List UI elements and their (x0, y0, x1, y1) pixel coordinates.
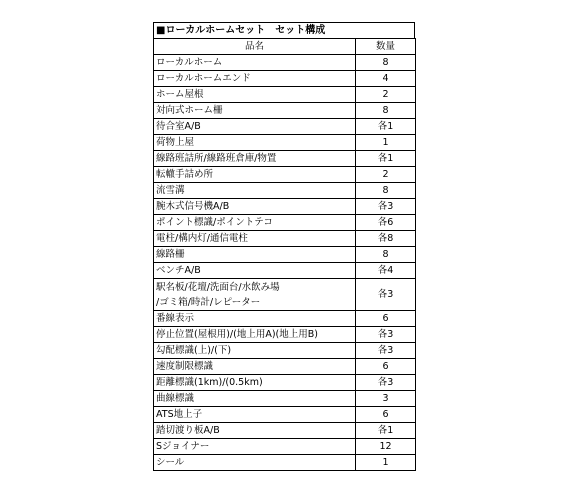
item-name: Sジョイナー (154, 439, 356, 455)
item-quantity: 6 (356, 407, 416, 423)
table-row (154, 407, 416, 423)
table-row (154, 423, 416, 439)
table-row (154, 119, 416, 135)
item-name-line: /ゴミ箱/時計/レピーター (156, 296, 261, 308)
header-name: 品名 (154, 39, 356, 55)
item-quantity: 各1 (356, 119, 416, 135)
table-row (154, 391, 416, 407)
item-quantity: 2 (356, 167, 416, 183)
header-row (154, 39, 416, 55)
item-name: ベンチA/B (154, 263, 356, 279)
item-name: 線路柵 (154, 247, 356, 263)
item-quantity: 各3 (356, 199, 416, 215)
item-name-line: 駅名板/花壇/洗面台/水飲み場 (156, 281, 280, 293)
item-name: ローカルホームエンド (154, 71, 356, 87)
table-row (154, 455, 416, 471)
item-quantity: 各1 (356, 151, 416, 167)
table-row (154, 183, 416, 199)
item-quantity: 各8 (356, 231, 416, 247)
item-name: シール (154, 455, 356, 471)
item-name: 番線表示 (154, 311, 356, 327)
item-quantity: 2 (356, 87, 416, 103)
table-row (154, 55, 416, 71)
item-name: 対向式ホーム柵 (154, 103, 356, 119)
table-row (154, 87, 416, 103)
item-quantity: 各4 (356, 263, 416, 279)
item-name: 勾配標識(上)/(下) (154, 343, 356, 359)
item-name: ローカルホーム (154, 55, 356, 71)
item-quantity: 8 (356, 103, 416, 119)
item-quantity: 1 (356, 135, 416, 151)
table-row (154, 167, 416, 183)
item-name: 線路班詰所/線路班倉庫/物置 (154, 151, 356, 167)
item-name: 速度制限標識 (154, 359, 356, 375)
table-row (154, 279, 416, 311)
table-row (154, 343, 416, 359)
table-row (154, 231, 416, 247)
item-quantity: 6 (356, 359, 416, 375)
header-qty: 数量 (356, 39, 416, 55)
item-quantity: 8 (356, 183, 416, 199)
item-name: 踏切渡り板A/B (154, 423, 356, 439)
item-quantity: 12 (356, 439, 416, 455)
item-quantity: 各1 (356, 423, 416, 439)
item-quantity: 8 (356, 55, 416, 71)
item-name: ポイント標識/ポイントテコ (154, 215, 356, 231)
table-row (154, 327, 416, 343)
item-quantity: 各3 (356, 279, 416, 311)
sheet-title: ■ローカルホームセット セット構成 (153, 22, 415, 38)
item-quantity: 各3 (356, 375, 416, 391)
item-name: 荷物上屋 (154, 135, 356, 151)
item-name: 待合室A/B (154, 119, 356, 135)
item-name: 腕木式信号機A/B (154, 199, 356, 215)
table-row (154, 375, 416, 391)
item-name: 停止位置(屋根用)/(地上用A)(地上用B) (154, 327, 356, 343)
table-row (154, 359, 416, 375)
composition-table (153, 38, 416, 471)
item-name: 流雪溝 (154, 183, 356, 199)
item-quantity: 4 (356, 71, 416, 87)
table-row (154, 151, 416, 167)
item-name: 距離標識(1km)/(0.5km) (154, 375, 356, 391)
table-row (154, 439, 416, 455)
composition-sheet (153, 22, 415, 471)
table-row (154, 103, 416, 119)
item-name (154, 279, 356, 311)
item-quantity: 各6 (356, 215, 416, 231)
item-name: 曲線標識 (154, 391, 356, 407)
item-quantity: 1 (356, 455, 416, 471)
item-name: ホーム屋根 (154, 87, 356, 103)
item-quantity: 6 (356, 311, 416, 327)
item-quantity: 8 (356, 247, 416, 263)
item-quantity: 各3 (356, 343, 416, 359)
item-name: 転轍手詰め所 (154, 167, 356, 183)
table-row (154, 247, 416, 263)
table-row (154, 199, 416, 215)
table-row (154, 215, 416, 231)
item-quantity: 3 (356, 391, 416, 407)
table-row (154, 311, 416, 327)
table-row (154, 263, 416, 279)
item-name: 電柱/構内灯/通信電柱 (154, 231, 356, 247)
item-name: ATS地上子 (154, 407, 356, 423)
table-row (154, 135, 416, 151)
table-row (154, 71, 416, 87)
item-quantity: 各3 (356, 327, 416, 343)
